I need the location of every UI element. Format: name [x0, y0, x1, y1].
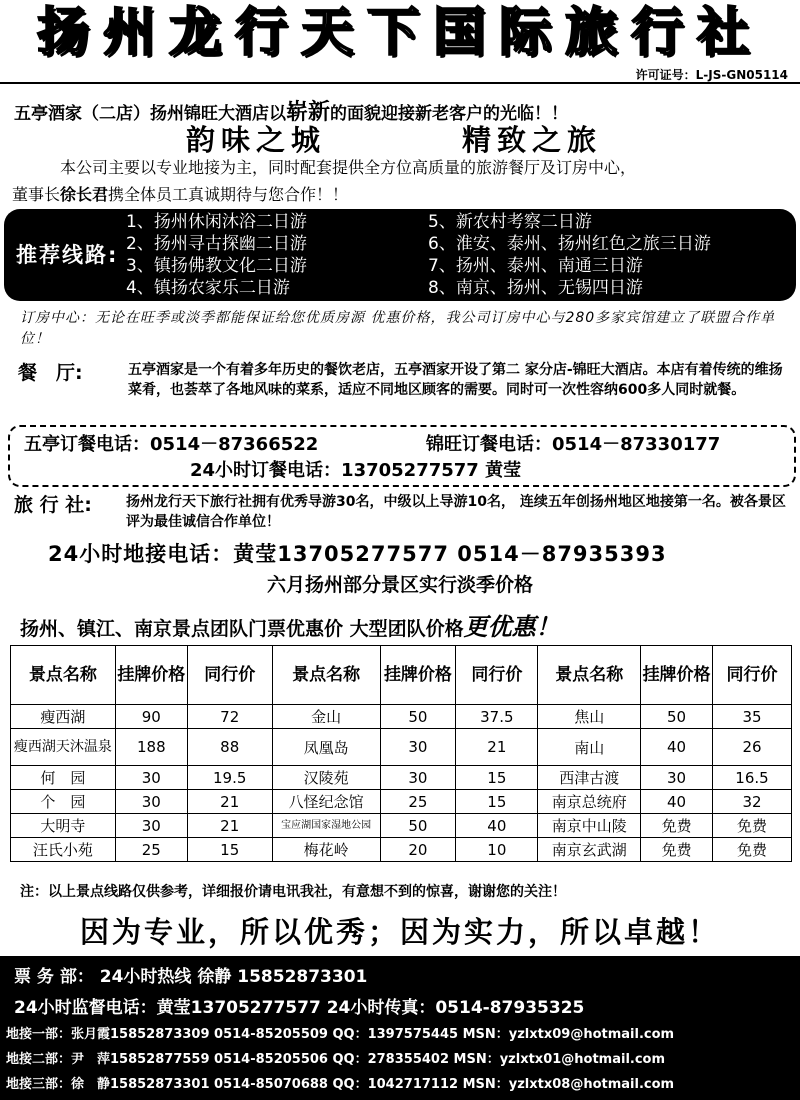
- table-cell: 汉陵苑: [272, 766, 380, 790]
- recommended-routes: [4, 209, 796, 301]
- table-row: [11, 705, 792, 729]
- table-cell: 25: [115, 838, 187, 862]
- table-cell: 南山: [538, 729, 641, 766]
- table-cell: 40: [456, 814, 538, 838]
- announcement-post: 的面貌迎接新老客户的光临！！: [330, 104, 569, 124]
- group-price-text: 扬州、镇江、南京景点团队门票优惠价 大型团队价格: [20, 618, 464, 640]
- table-cell: 88: [187, 729, 272, 766]
- column-header: 同行价: [187, 646, 272, 705]
- restaurant-text: 五亭酒家是一个有着多年历史的餐饮老店，五亭酒家开设了第二 家分店-锦旺大酒店。本店有着传统的维扬菜肴，也荟萃了各地风味的菜系，适应不同地区顾客的需要。同时可一次性容纳600多人同时就餐。: [128, 362, 783, 398]
- ticket-hotline: 票 务 部： 24小时热线 徐静 15852873301: [14, 967, 368, 987]
- page-title: 扬州龙行天下国际旅行社: [36, 3, 763, 63]
- price-note: 注：以上景点线路仅供参考，详细报价请电讯我社，有意想不到的惊喜，谢谢您的关注！: [20, 884, 566, 900]
- route-item: 3、镇扬佛教文化二日游: [126, 256, 307, 276]
- table-cell: 南京玄武湖: [538, 838, 641, 862]
- table-row: [11, 814, 792, 838]
- table-cell: 焦山: [538, 705, 641, 729]
- table-cell: 30: [115, 814, 187, 838]
- table-cell: 何 园: [11, 766, 116, 790]
- table-row: [11, 729, 792, 766]
- table-cell: 30: [115, 766, 187, 790]
- table-cell: 瘦西湖: [11, 705, 116, 729]
- intro-text: 本公司主要以专业地接为主，同时配套提供全方位高质量的旅游餐厅及订房中心，: [60, 158, 637, 177]
- table-cell: 30: [380, 766, 456, 790]
- table-cell: 32: [713, 790, 792, 814]
- announcement-emphasis: 崭新: [286, 100, 331, 125]
- table-cell: 25: [380, 790, 456, 814]
- column-header: 同行价: [456, 646, 538, 705]
- table-row: [11, 838, 792, 862]
- table-header-row: [11, 646, 792, 705]
- column-header: 挂牌价格: [641, 646, 713, 705]
- slogan-left: 韵味之城: [186, 123, 327, 157]
- table-cell: 30: [115, 790, 187, 814]
- table-cell: 金山: [272, 705, 380, 729]
- divider: [0, 82, 800, 84]
- agency-hotline: 24小时地接电话：黄莹13705277577 0514－87935393: [48, 542, 667, 566]
- column-header: 挂牌价格: [380, 646, 456, 705]
- table-cell: 50: [641, 705, 713, 729]
- table-cell: 30: [641, 766, 713, 790]
- restaurant-label: 餐 厅:: [18, 362, 83, 384]
- table-cell: 90: [115, 705, 187, 729]
- route-item: 4、镇扬农家乐二日游: [126, 278, 290, 298]
- offseason-heading: 六月扬州部分景区实行淡季价格: [266, 574, 533, 596]
- table-cell: 瘦西湖天沐温泉: [11, 729, 116, 766]
- table-row: [11, 766, 792, 790]
- booking-center-text: 订房中心：无论在旺季或淡季都能保证给您优质房源 优惠价格，我公司订房中心与280多家宾馆建立了联盟合作单位！: [20, 310, 776, 347]
- dept-contact-2: 地接二部：尹 萍15852877559 0514-85205506 QQ：278355402 MSN：yzlxtx01@hotmail.com: [6, 1052, 666, 1067]
- motto: 因为专业，所以优秀；因为实力，所以卓越！: [79, 915, 720, 949]
- group-price-heading: [20, 607, 560, 642]
- table-cell: 15: [187, 838, 272, 862]
- column-header: 同行价: [713, 646, 792, 705]
- table-cell: 汪氏小苑: [11, 838, 116, 862]
- routes-label: 推荐线路:: [16, 243, 119, 267]
- dining-24h-phone: 24小时订餐电话：13705277577 黄莹: [190, 460, 522, 481]
- table-cell: 梅花岭: [272, 838, 380, 862]
- table-cell: 10: [456, 838, 538, 862]
- table-cell: 40: [641, 790, 713, 814]
- jinwang-phone: 锦旺订餐电话：0514－87330177: [426, 434, 721, 455]
- table-cell: 19.5: [187, 766, 272, 790]
- table-cell: 西津古渡: [538, 766, 641, 790]
- wuting-phone: 五亭订餐电话：0514－87366522: [24, 434, 319, 455]
- ticket-price-table: [10, 645, 792, 862]
- intro-text-2-post: 携全体员工真诚期待与您合作！！: [108, 185, 349, 204]
- route-item: 5、新农村考察二日游: [428, 212, 592, 232]
- table-cell: 南京中山陵: [538, 814, 641, 838]
- table-cell: 八怪纪念馆: [272, 790, 380, 814]
- table-cell: 南京总统府: [538, 790, 641, 814]
- dept-contact-3: 地接三部：徐 静15852873301 0514-85070688 QQ：1042717112 MSN：yzlxtx08@hotmail.com: [6, 1077, 675, 1092]
- table-cell: 50: [380, 814, 456, 838]
- table-cell: 30: [380, 729, 456, 766]
- group-price-emphasis: 更优惠！: [463, 612, 560, 641]
- slogan-right: 精致之旅: [462, 123, 603, 157]
- table-cell: 16.5: [713, 766, 792, 790]
- column-header: 挂牌价格: [115, 646, 187, 705]
- table-cell: 188: [115, 729, 187, 766]
- table-cell: 20: [380, 838, 456, 862]
- table-cell: 大明寺: [11, 814, 116, 838]
- contact-footer: [0, 956, 800, 1100]
- table-cell: 免费: [641, 814, 713, 838]
- table-cell: 宝应湖国家湿地公园: [272, 814, 380, 838]
- routes-column-left: [126, 211, 307, 299]
- table-cell: 50: [380, 705, 456, 729]
- route-item: 8、南京、扬州、无锡四日游: [428, 278, 643, 298]
- table-cell: 免费: [713, 838, 792, 862]
- table-cell: 21: [187, 790, 272, 814]
- agency-text: 扬州龙行天下旅行社拥有优秀导游30名，中级以上导游10名， 连续五年创扬州地区地接第一名。被各景区评为最佳诚信合作单位！: [126, 494, 786, 530]
- table-cell: 72: [187, 705, 272, 729]
- table-cell: 免费: [641, 838, 713, 862]
- column-header: 景点名称: [11, 646, 116, 705]
- route-item: 6、淮安、泰州、扬州红色之旅三日游: [428, 234, 711, 254]
- column-header: 景点名称: [272, 646, 380, 705]
- column-header: 景点名称: [538, 646, 641, 705]
- chairman-name: 徐长君: [60, 185, 109, 204]
- dept-contact-1: 地接一部：张月霞15852873309 0514-85205509 QQ：1397575445 MSN：yzlxtx09@hotmail.com: [6, 1027, 675, 1042]
- route-item: 7、扬州、泰州、南通三日游: [428, 256, 643, 276]
- route-item: 1、扬州休闲沐浴二日游: [126, 212, 307, 232]
- license-number: 许可证号：L-JS-GN05114: [635, 68, 788, 82]
- agency-label: 旅 行 社:: [14, 494, 92, 516]
- table-cell: 21: [187, 814, 272, 838]
- table-cell: 26: [713, 729, 792, 766]
- table-cell: 15: [456, 790, 538, 814]
- table-cell: 21: [456, 729, 538, 766]
- routes-column-right: [428, 211, 711, 299]
- table-cell: 35: [713, 705, 792, 729]
- table-cell: 凤凰岛: [272, 729, 380, 766]
- table-cell: 免费: [713, 814, 792, 838]
- route-item: 2、扬州寻古探幽二日游: [126, 234, 307, 254]
- table-cell: 个 园: [11, 790, 116, 814]
- intro-text-2-pre: 董事长: [12, 185, 61, 204]
- table-cell: 37.5: [456, 705, 538, 729]
- announcement-pre: 五亭酒家（二店）扬州锦旺大酒店以: [14, 104, 286, 124]
- table-row: [11, 790, 792, 814]
- table-cell: 15: [456, 766, 538, 790]
- supervision-phone: 24小时监督电话：黄莹13705277577 24小时传真：0514-87935325: [14, 998, 585, 1018]
- intro-text-2: [12, 182, 348, 205]
- table-cell: 40: [641, 729, 713, 766]
